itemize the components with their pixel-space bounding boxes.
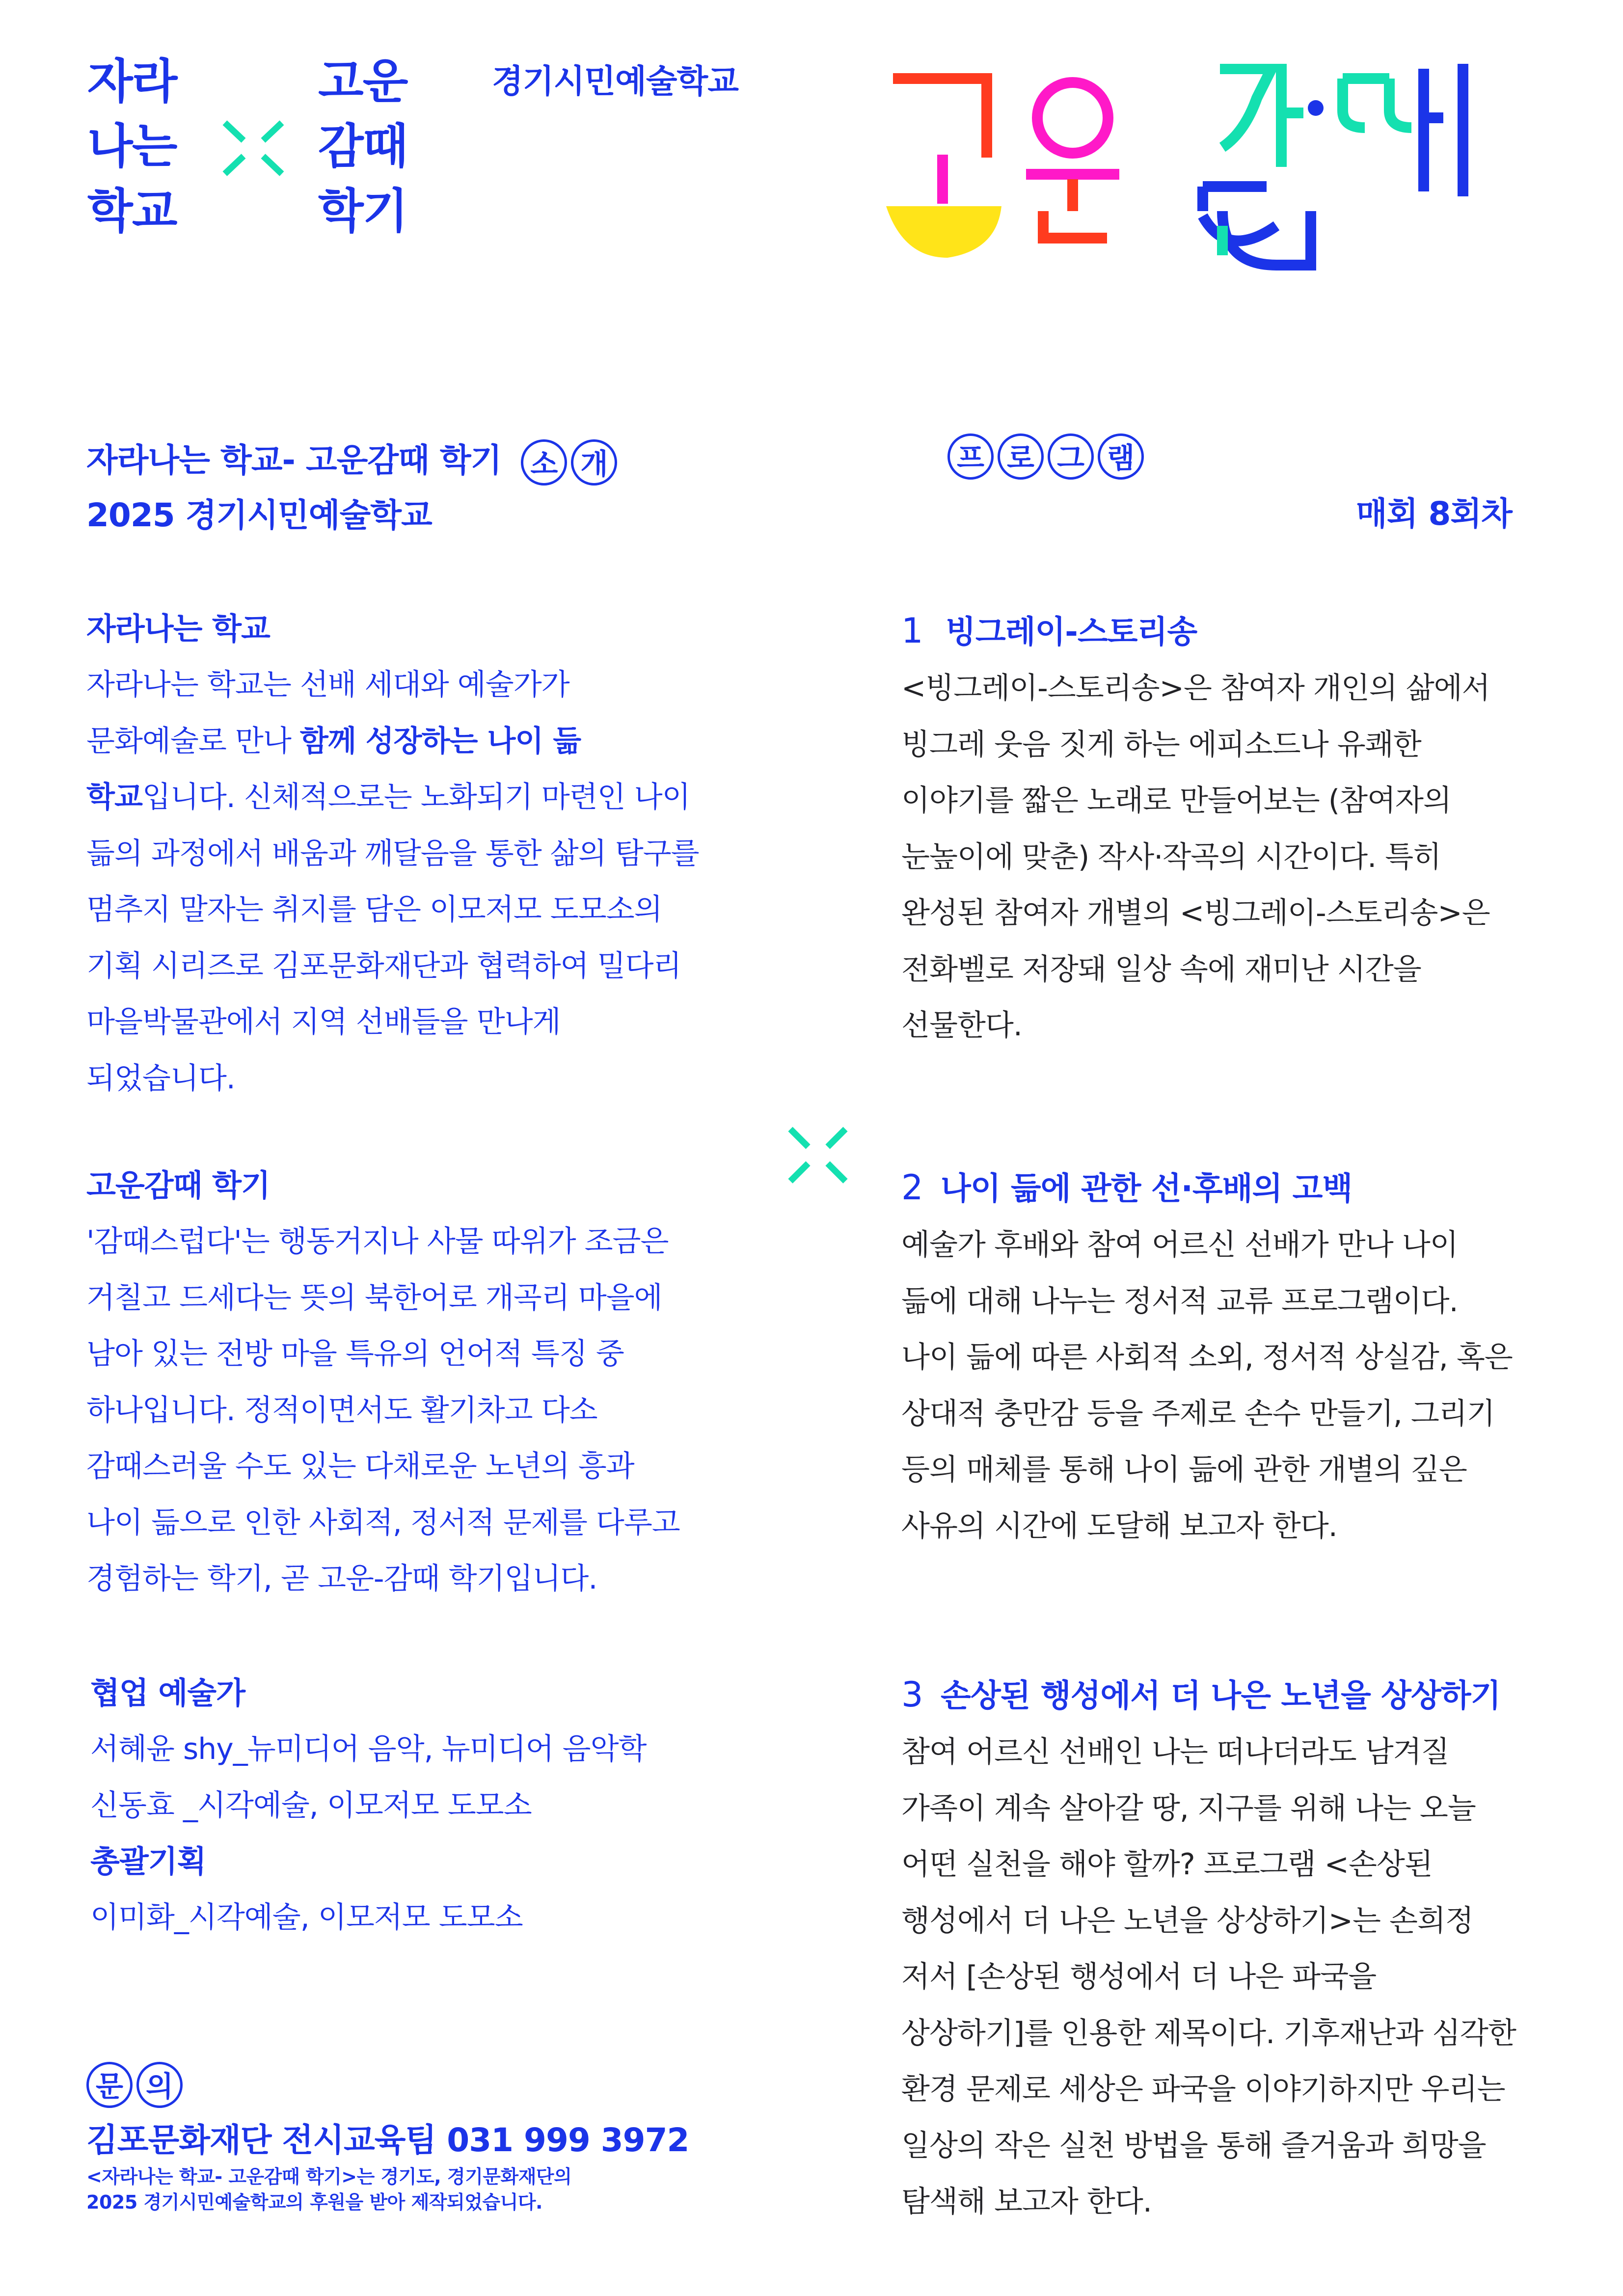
program-sessions: 매회 8회차 <box>1356 495 1512 533</box>
circled-char: 소 <box>521 439 567 486</box>
program-line: 어떤 실천을 해야 할까? 프로그램 <손상된 <box>901 1847 1433 1882</box>
school-line: 자라나는 학교는 선배 세대와 예술가가 <box>86 668 569 702</box>
program-line: 상상하기]를 인용한 제목이다. 기후재난과 심각한 <box>901 2016 1516 2051</box>
intro-section <box>86 433 617 543</box>
logo-right <box>318 54 407 239</box>
school-line: 멈추지 말자는 취지를 담은 이모저모 도모소의 <box>86 892 662 927</box>
footer-note-line: <자라나는 학교- 고운감때 학기>는 경기도, 경기문화재단의 <box>86 2166 572 2188</box>
logo-un-glyph <box>1026 82 1119 238</box>
program-line: 전화벨로 저장돼 일상 속에 재미난 시간을 <box>901 952 1421 987</box>
program-number-icon: 1 <box>901 611 923 651</box>
program-title-text: 빙그레이-스토리송 <box>946 614 1197 650</box>
school-emphasis: 함께 성장하는 나이 듦 <box>299 724 581 758</box>
school-emphasis-end: 학교 <box>86 780 142 814</box>
circled-char: 개 <box>571 439 617 486</box>
program-number-icon: 3 <box>901 1675 923 1715</box>
school-line: 기획 시리즈로 김포문화재단과 협력하여 밀다리 <box>86 948 681 983</box>
circled-char: 프 <box>947 433 994 480</box>
program-line: 빙그레 웃음 짓게 하는 에피소드나 유쾌한 <box>901 727 1421 762</box>
header-subtitle: 경기시민예술학교 <box>492 62 739 100</box>
school-line: 마을박물관에서 지역 선배들을 만나게 <box>86 1005 561 1039</box>
semester-heading: 고운감때 학기 <box>86 1167 270 1203</box>
semester-line: 하나입니다. 정적이면서도 활기차고 다소 <box>86 1393 597 1428</box>
program-line: 참여 어르신 선배인 나는 떠나더라도 남겨질 <box>901 1735 1449 1769</box>
program-line: 탐색해 보고자 한다. <box>901 2185 1152 2219</box>
planning-heading: 총괄기획 <box>90 1843 206 1879</box>
semester-line: 거칠고 드세다는 뜻의 북한어로 개곡리 마을에 <box>86 1280 662 1315</box>
logo-right-line: 학기 <box>318 184 407 239</box>
circled-char: 그 <box>1048 433 1094 480</box>
school-line <box>86 769 699 826</box>
contact-text: 김포문화재단 전시교육팀 031 999 3972 <box>86 2121 689 2159</box>
program-item-title <box>901 1160 1513 1217</box>
program-title-text: 손상된 행성에서 더 나은 노년을 상상하기 <box>941 1678 1501 1714</box>
program-item-title <box>901 603 1490 660</box>
program-title-text: 나이 듦에 관한 선·후배의 고백 <box>941 1171 1352 1207</box>
x-mark-icon <box>785 1124 850 1186</box>
footer-note-line: 2025 경기시민예술학교의 후원을 받아 제작되었습니다. <box>86 2191 542 2213</box>
logo-ttae-glyph <box>1308 64 1463 196</box>
program-line: 상대적 충만감 등을 주제로 손수 만들기, 그리기 <box>901 1396 1495 1431</box>
semester-line: 남아 있는 전방 마을 특유의 언어적 특징 중 <box>86 1337 624 1371</box>
program-line: 나이 듦에 따른 사회적 소외, 정서적 상실감, 혹은 <box>901 1340 1513 1375</box>
program-line: 저서 [손상된 행성에서 더 나은 파국을 <box>901 1960 1377 1994</box>
planner-item: 이미화_시각예술, 이모저모 도모소 <box>90 1900 523 1935</box>
program-line: 이야기를 짧은 노래로 만들어보는 (참여자의 <box>901 783 1451 818</box>
program-line: 등의 매체를 통해 나이 듦에 관한 개별의 깊은 <box>901 1453 1467 1487</box>
program-line: 일상의 작은 실천 방법을 통해 즐거움과 희망을 <box>901 2128 1486 2163</box>
logo-right-line: 고운 <box>318 54 407 109</box>
semester-section <box>86 1158 680 1607</box>
program-item-3 <box>901 1667 1516 2230</box>
school-line <box>86 713 699 770</box>
artist-item: 신동효 _시각예술, 이모저모 도모소 <box>90 1788 532 1823</box>
artist-item: 서혜윤 shy_뉴미디어 음악, 뉴미디어 음악학 <box>90 1732 647 1766</box>
program-line: 사유의 시간에 도달해 보고자 한다. <box>901 1509 1337 1543</box>
intro-subtitle: 2025 경기시민예술학교 <box>86 496 432 534</box>
program-line: 환경 문제로 세상은 파국을 이야기하지만 우리는 <box>901 2072 1505 2107</box>
program-line: 가족이 계속 살아갈 땅, 지구를 위해 나는 오늘 <box>901 1791 1476 1826</box>
circled-char: 의 <box>136 2062 183 2108</box>
school-heading: 자라나는 학교 <box>86 611 270 647</box>
program-line: 예술가 후배와 참여 어르신 선배가 만나 나이 <box>901 1228 1458 1262</box>
program-line: 선물한다. <box>901 1008 1022 1043</box>
school-section <box>86 601 699 1107</box>
school-line-rest: 입니다. 신체적으로는 노화되기 마련인 나이 <box>142 780 690 814</box>
logo-left-line: 나는 <box>87 119 177 174</box>
program-number-icon: 2 <box>901 1167 923 1208</box>
artists-section <box>90 1665 647 1946</box>
circled-char: 문 <box>86 2062 133 2108</box>
logo-left-line: 자라 <box>87 54 177 109</box>
logo-left <box>87 54 177 239</box>
semester-line: 경험하는 학기, 곧 고운-감때 학기입니다. <box>86 1562 597 1596</box>
school-line-start: 문화예술로 만나 <box>86 724 300 758</box>
contact-section <box>86 2062 689 2215</box>
program-line: 완성된 참여자 개별의 <빙그레이-스토리송>은 <box>901 896 1490 930</box>
logo-gam-glyph <box>1203 64 1311 265</box>
circled-char: 로 <box>998 433 1044 480</box>
program-item-title <box>901 1667 1516 1724</box>
semester-line: 나이 듦으로 인한 사회적, 정서적 문제를 다루고 <box>86 1505 680 1540</box>
program-line: 눈높이에 맞춘) 작사·작곡의 시간이다. 특히 <box>901 839 1441 874</box>
logo-left-line: 학교 <box>87 184 177 239</box>
artists-heading: 협업 예술가 <box>90 1675 245 1711</box>
big-logo-goun-gamttae <box>884 64 1571 280</box>
program-line: 듦에 대해 나누는 정서적 교류 프로그램이다. <box>901 1284 1458 1319</box>
intro-title-text: 자라나는 학교- 고운감때 학기 <box>86 441 502 479</box>
program-line: <빙그레이-스토리송>은 참여자 개인의 삶에서 <box>901 671 1490 705</box>
program-title <box>947 433 1144 487</box>
school-line: 듦의 과정에서 배움과 깨달음을 통한 삶의 탐구를 <box>86 836 699 871</box>
program-item-2 <box>901 1160 1513 1554</box>
semester-line: '감때스럽다'는 행동거지나 사물 따위가 조금은 <box>86 1224 669 1259</box>
school-line: 되었습니다. <box>86 1061 235 1096</box>
logo-right-line: 감때 <box>318 119 407 174</box>
program-line: 행성에서 더 나은 노년을 상상하기>는 손희정 <box>901 1903 1473 1938</box>
semester-line: 감때스러울 수도 있는 다채로운 노년의 흥과 <box>86 1449 634 1484</box>
logo-go-glyph <box>886 79 1001 258</box>
x-mark-icon <box>220 118 287 179</box>
circled-char: 램 <box>1098 433 1144 480</box>
program-item-1 <box>901 603 1490 1054</box>
intro-title <box>86 433 617 487</box>
contact-circled <box>86 2062 689 2111</box>
